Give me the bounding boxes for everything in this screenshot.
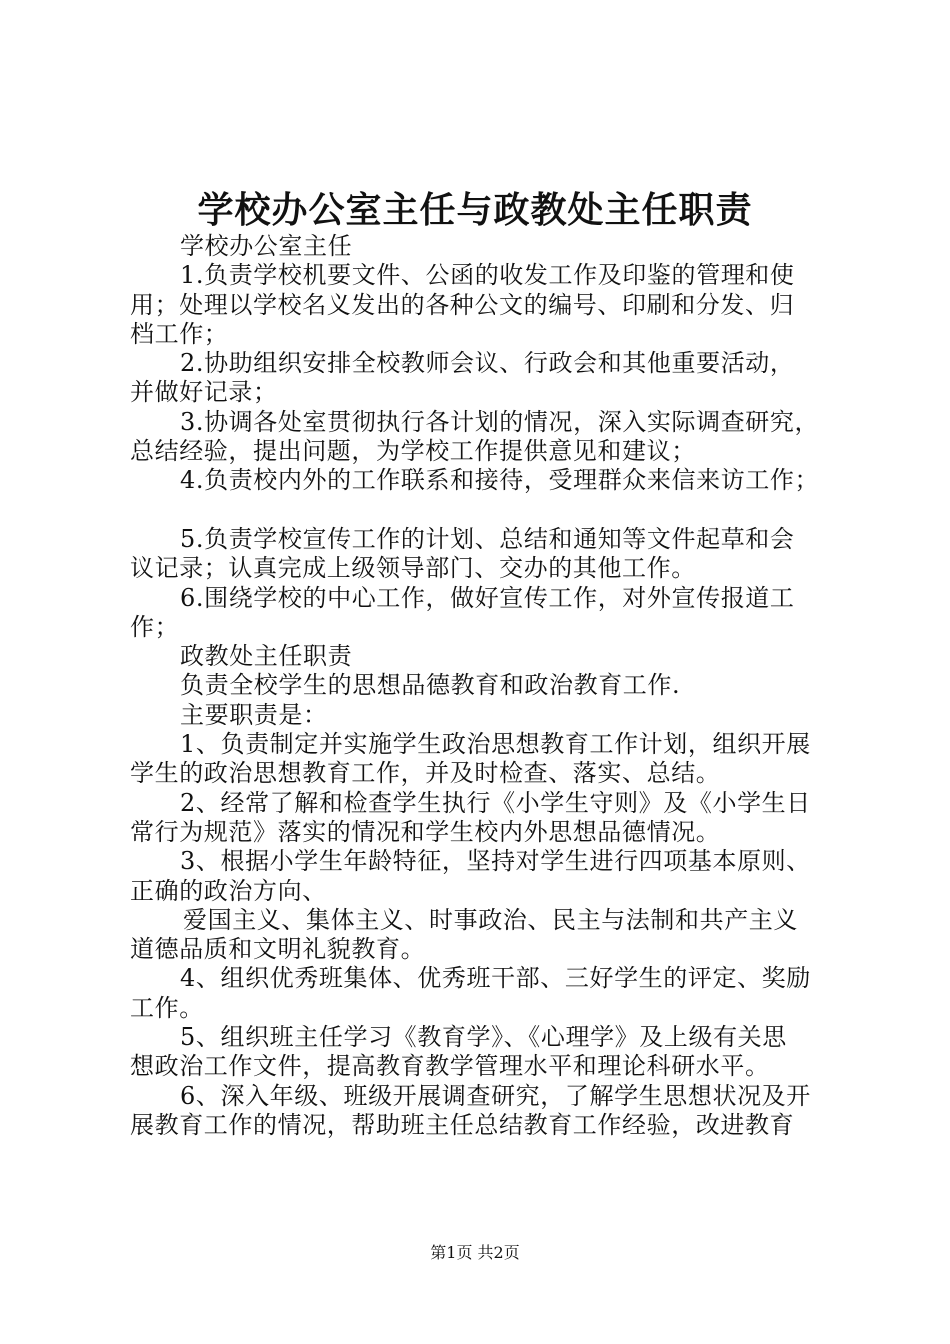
paragraph-line: 4.负责校内外的工作联系和接待，受理群众来信来访工作； xyxy=(180,466,820,495)
paragraph-line: 5、组织班主任学习《教育学》、《心理学》及上级有关思 xyxy=(180,1023,787,1052)
paragraph-line: 负责全校学生的思想品德教育和政治教育工作. xyxy=(180,671,681,700)
paragraph-line: 6、深入年级、班级开展调查研究，了解学生思想状况及开 xyxy=(180,1081,811,1110)
paragraph-line: 正确的政治方向、 xyxy=(130,876,327,905)
paragraph-line: 2.协助组织安排全校教师会议、行政会和其他重要活动， xyxy=(180,349,795,378)
paragraph-line: 常行为规范》落实的情况和学生校内外思想品德情况。 xyxy=(130,817,721,846)
paragraph-line: 6.围绕学校的中心工作，做好宣传工作，对外宣传报道工 xyxy=(180,583,795,612)
paragraph-line: 2、经常了解和检查学生执行《小学生守则》及《小学生日 xyxy=(180,788,811,817)
paragraph-line: 用；处理以学校名义发出的各种公文的编号、印刷和分发、归 xyxy=(130,290,795,319)
paragraph-line: 档工作； xyxy=(130,319,229,348)
paragraph-line: 道德品质和文明礼貌教育。 xyxy=(130,935,426,964)
paragraph-line: 3、根据小学生年龄特征，坚持对学生进行四项基本原则、 xyxy=(180,847,811,876)
blank-line xyxy=(130,496,842,525)
paragraph-line: 爱国主义、集体主义、时事政治、民主与法制和共产主义 xyxy=(183,905,798,934)
paragraph-line: 3.协调各处室贯彻执行各计划的情况，深入实际调查研究， xyxy=(180,407,820,436)
document-body xyxy=(130,232,842,1140)
page-number-footer: 第1页 共2页 xyxy=(430,1243,520,1262)
document-title: 学校办公室主任与政教处主任职责 xyxy=(197,189,753,231)
paragraph-line: 并做好记录； xyxy=(130,378,278,407)
paragraph-line: 总结经验，提出问题，为学校工作提供意见和建议； xyxy=(130,437,696,466)
paragraph-line: 展教育工作的情况，帮助班主任总结教育工作经验，改进教育 xyxy=(130,1110,795,1139)
paragraph-line: 1.负责学校机要文件、公函的收发工作及印鉴的管理和使 xyxy=(180,261,795,290)
paragraph-line: 议记录；认真完成上级领导部门、交办的其他工作。 xyxy=(130,554,696,583)
paragraph-line: 工作。 xyxy=(130,993,204,1022)
paragraph-line: 学生的政治思想教育工作，并及时检查、落实、总结。 xyxy=(130,759,721,788)
paragraph-line: 主要职责是： xyxy=(180,700,328,729)
paragraph-line: 4、组织优秀班集体、优秀班干部、三好学生的评定、奖励 xyxy=(180,964,811,993)
paragraph-line: 作； xyxy=(130,612,180,641)
paragraph-line: 1、负责制定并实施学生政治思想教育工作计划，组织开展 xyxy=(180,730,811,759)
paragraph-line: 5.负责学校宣传工作的计划、总结和通知等文件起草和会 xyxy=(180,524,795,553)
paragraph-line: 想政治工作文件，提高教育教学管理水平和理论科研水平。 xyxy=(130,1052,770,1081)
section-heading-office-director: 学校办公室主任 xyxy=(180,232,353,260)
section-heading-political-director: 政教处主任职责 xyxy=(180,642,353,671)
